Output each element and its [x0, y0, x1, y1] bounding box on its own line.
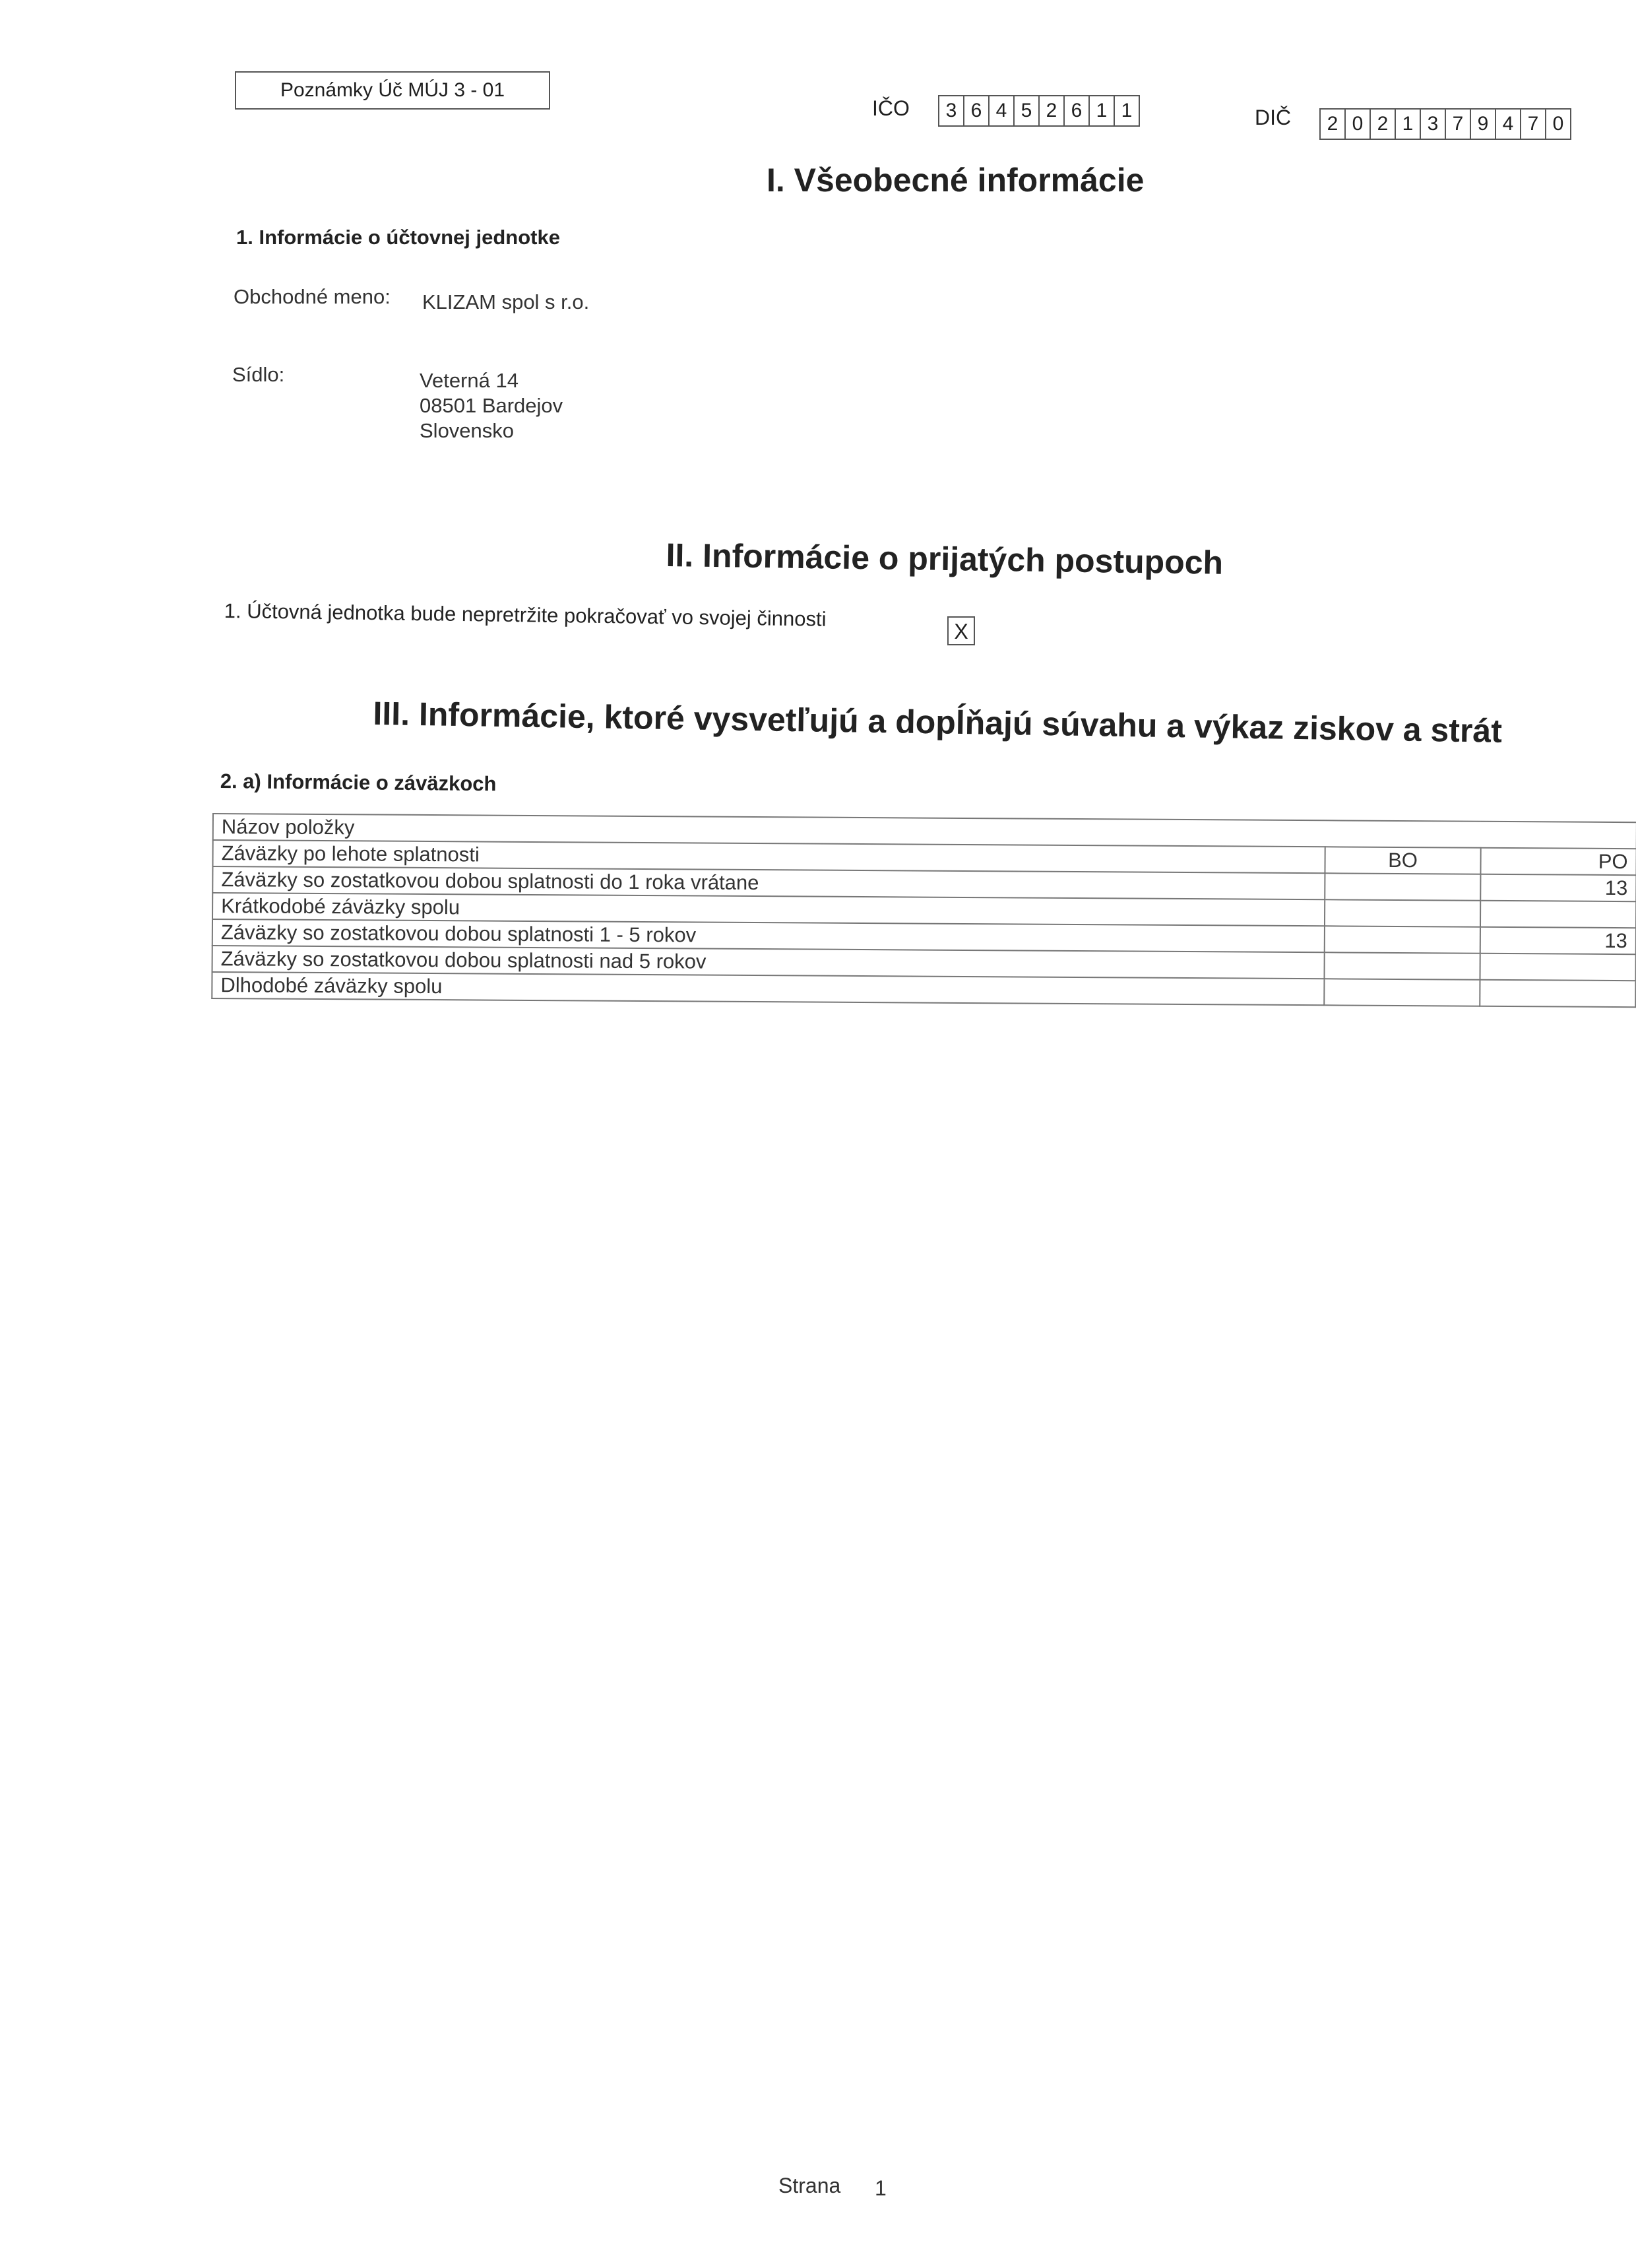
row-name: Záväzky so zostatkovou dobou splatnosti nad 5 rokov	[212, 946, 1325, 979]
digit-box: 7	[1520, 108, 1546, 140]
dic-label: DIČ	[1255, 106, 1292, 129]
address-street: Veterná 14	[420, 369, 519, 392]
row-name: Záväzky so zostatkovou dobou splatnosti do 1 roka vrátane	[212, 866, 1325, 899]
digit-box: 1	[1114, 95, 1140, 127]
row-po-value	[1480, 954, 1635, 981]
digit-box: 3	[938, 95, 964, 127]
page-label: Strana	[778, 2174, 841, 2197]
section2-item1: 1. Účtovná jednotka bude nepretržite pokračovať vo svojej činnosti	[224, 599, 827, 631]
digit-box: 6	[963, 95, 990, 127]
dic-field	[1321, 108, 1571, 140]
section3-subtitle: 2. a) Informácie o záväzkoch	[220, 769, 497, 796]
digit-box: 2	[1319, 108, 1346, 140]
digit-box: 0	[1545, 108, 1571, 140]
digit-box: 1	[1088, 95, 1115, 127]
row-po-value	[1480, 901, 1636, 928]
row-name: Záväzky so zostatkovou dobou splatnosti 1 - 5 rokov	[212, 919, 1325, 952]
row-name: Krátkodobé záväzky spolu	[212, 893, 1325, 926]
digit-box: 2	[1369, 108, 1396, 140]
row-bo-value	[1325, 899, 1480, 926]
digit-box: 3	[1420, 108, 1446, 140]
column-header-bo: BO	[1325, 847, 1480, 874]
row-bo-value	[1325, 873, 1480, 900]
row-name: Dlhodobé záväzky spolu	[212, 972, 1324, 1005]
address-city: 08501 Bardejov	[420, 394, 563, 417]
digit-box: 7	[1445, 108, 1471, 140]
row-po-value: 13	[1480, 874, 1636, 901]
liabilities-table	[211, 813, 1636, 1008]
section3-title: III. Informácie, ktoré vysvetľujú a dopĺňajú súvahu a výkaz ziskov a strát	[373, 694, 1503, 750]
ico-field	[939, 95, 1140, 127]
section1-title: I. Všeobecné informácie	[767, 162, 1145, 199]
row-bo-value	[1325, 926, 1480, 953]
section2-title: II. Informácie o prijatých postupoch	[666, 536, 1224, 581]
row-name: Záväzky po lehote splatnosti	[213, 840, 1325, 873]
column-header-name: Názov položky	[213, 814, 1636, 849]
digit-box: 4	[988, 95, 1015, 127]
row-po-value: 13	[1480, 927, 1636, 954]
digit-box: 2	[1038, 95, 1065, 127]
row-bo-value	[1324, 979, 1480, 1006]
business-name: KLIZAM spol s r.o.	[422, 290, 590, 313]
digit-box: 1	[1395, 108, 1421, 140]
page-number: 1	[875, 2176, 887, 2200]
digit-box: 5	[1013, 95, 1040, 127]
form-code: Poznámky Úč MÚJ 3 - 01	[235, 71, 550, 110]
digit-box: 9	[1470, 108, 1496, 140]
digit-box: 4	[1495, 108, 1521, 140]
business-name-label: Obchodné meno:	[234, 285, 391, 308]
digit-box: 6	[1063, 95, 1090, 127]
section1-subtitle: 1. Informácie o účtovnej jednotke	[236, 226, 560, 249]
address-country: Slovensko	[420, 419, 515, 442]
row-bo-value	[1324, 952, 1480, 979]
digit-box: 0	[1344, 108, 1371, 140]
seat-label: Sídlo:	[232, 363, 285, 386]
row-po-value	[1480, 980, 1635, 1007]
ico-label: IČO	[872, 96, 910, 120]
address	[420, 368, 563, 443]
column-header-po: PO	[1480, 848, 1636, 875]
continuity-checkbox: X	[947, 616, 975, 645]
